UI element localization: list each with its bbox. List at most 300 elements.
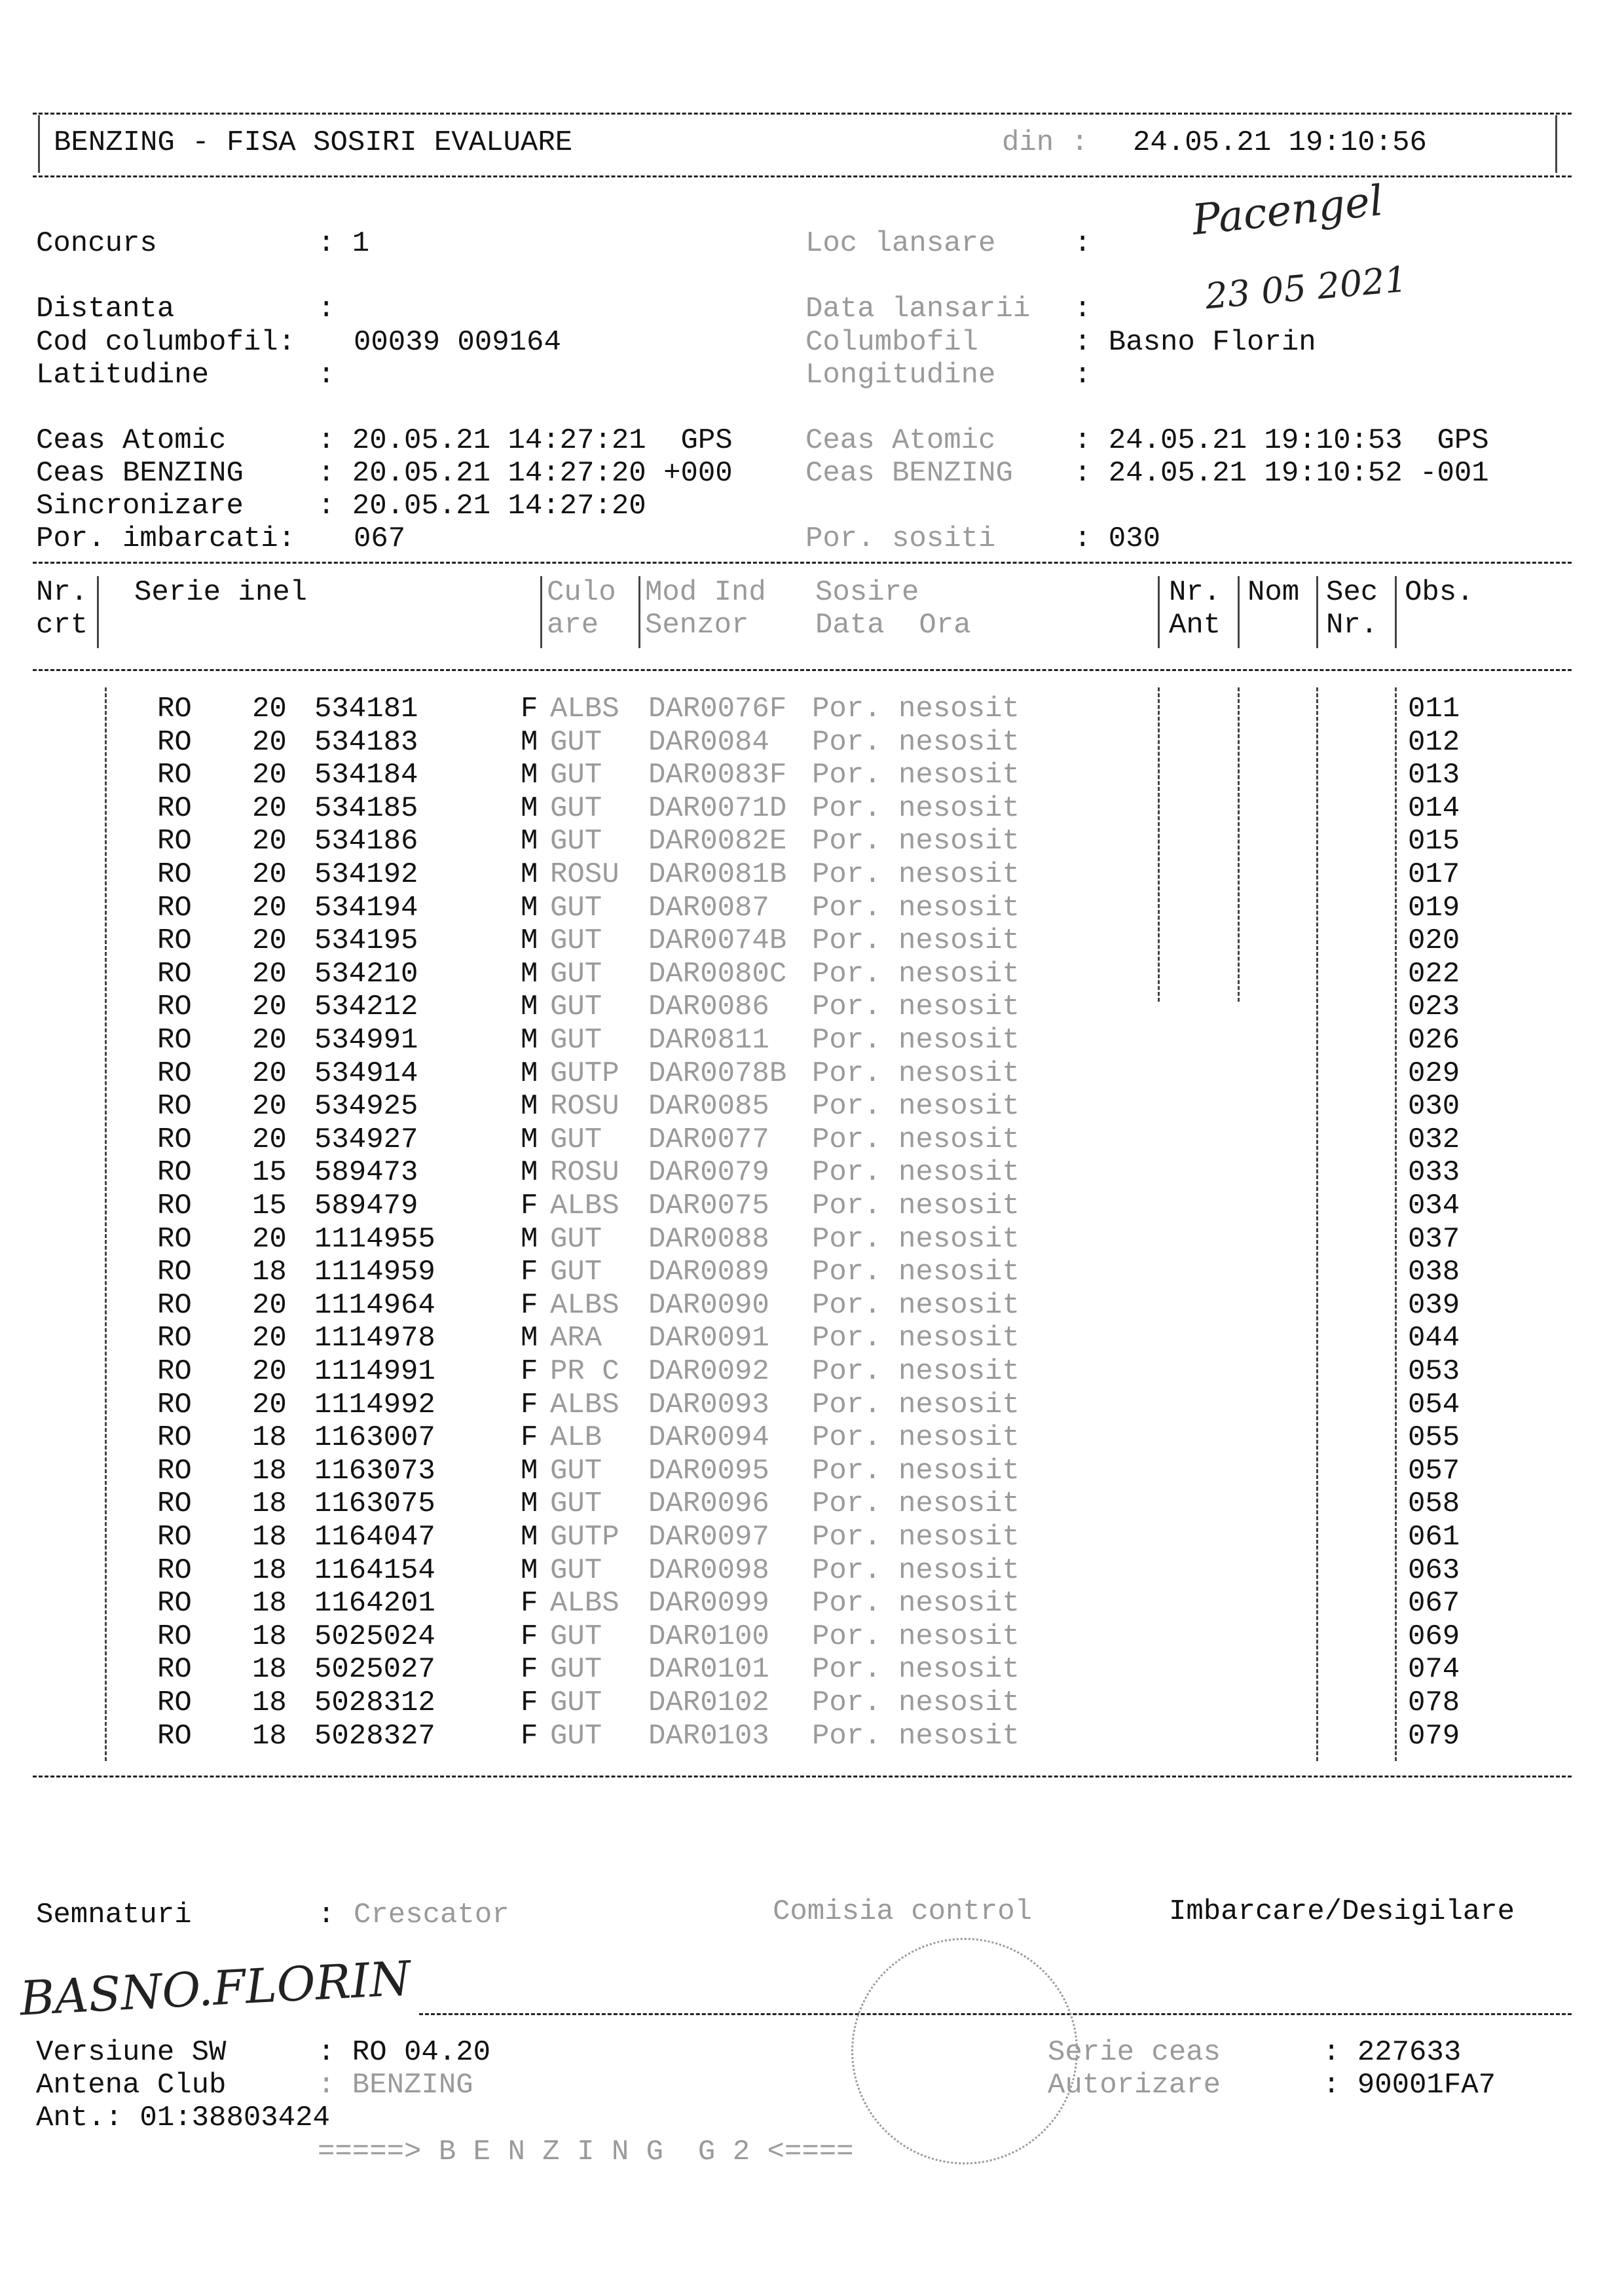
cell-obs: 023 <box>1408 991 1460 1024</box>
autorizare-label: Autorizare <box>1048 2069 1221 2102</box>
cell-status: Por. nesosit <box>812 1123 1020 1156</box>
cell-mod: DAR0088 <box>648 1222 769 1256</box>
por-sositi-value: : 030 <box>1074 522 1161 555</box>
cell-an: 20 <box>252 858 287 891</box>
cell-obs: 032 <box>1408 1123 1460 1156</box>
cell-obs: 029 <box>1408 1057 1460 1090</box>
comisia-control-label: Comisia control <box>773 1895 1033 1928</box>
cell-sex: M <box>521 1222 538 1256</box>
cell-tara: RO <box>157 1686 192 1719</box>
cell-obs: 022 <box>1408 957 1460 991</box>
cell-status: Por. nesosit <box>812 1090 1020 1123</box>
cell-mod: DAR0071D <box>648 792 787 825</box>
cell-tara: RO <box>157 1123 192 1156</box>
cell-tara: RO <box>157 1355 192 1388</box>
cell-tara: RO <box>157 693 192 725</box>
cell-nr: 534192 <box>314 858 418 891</box>
cell-obs: 069 <box>1408 1620 1460 1653</box>
cell-nr: 5028312 <box>314 1686 435 1719</box>
cell-nr: 1114959 <box>314 1256 435 1289</box>
cell-cul: GUT <box>550 991 602 1024</box>
cell-obs: 054 <box>1408 1388 1460 1421</box>
cell-obs: 019 <box>1408 891 1460 924</box>
cell-obs: 020 <box>1408 924 1460 958</box>
cell-an: 20 <box>252 1355 287 1388</box>
columbofil-label: Columbofil <box>805 326 979 359</box>
cell-cul: GUT <box>550 825 602 858</box>
cell-obs: 044 <box>1408 1322 1460 1355</box>
cell-tara: RO <box>157 1719 192 1753</box>
cell-nr: 1164201 <box>314 1587 435 1620</box>
cell-cul: ALBS <box>550 1288 619 1322</box>
cell-mod: DAR0074B <box>648 924 787 958</box>
cell-mod: DAR0090 <box>648 1288 769 1322</box>
cell-sex: M <box>521 924 538 958</box>
cell-mod: DAR0102 <box>648 1686 769 1719</box>
cell-obs: 034 <box>1408 1190 1460 1222</box>
cell-tara: RO <box>157 1521 192 1554</box>
col-sep-7 <box>1395 576 1397 648</box>
por-imbarcati-label: Por. imbarcati: <box>36 522 296 555</box>
cell-nr: 1114964 <box>314 1288 435 1322</box>
cell-tara: RO <box>157 1222 192 1256</box>
cell-sex: F <box>521 1587 538 1620</box>
cell-mod: DAR0083F <box>648 759 787 792</box>
cell-mod: DAR0092 <box>648 1355 769 1388</box>
cell-cul: ALBS <box>550 1587 619 1620</box>
header-top-border <box>33 113 1572 115</box>
cell-obs: 055 <box>1408 1421 1460 1455</box>
cell-nr: 534914 <box>314 1057 418 1090</box>
cell-status: Por. nesosit <box>812 1388 1020 1421</box>
cell-tara: RO <box>157 1487 192 1521</box>
cell-mod: DAR0076F <box>648 693 787 725</box>
cell-sex: M <box>521 1521 538 1554</box>
col-sep-5 <box>1238 576 1240 648</box>
table-header-bottom-border <box>33 669 1572 671</box>
sincronizare-value: : 20.05.21 14:27:20 <box>318 490 646 522</box>
cell-nr: 1114992 <box>314 1388 435 1421</box>
cell-tara: RO <box>157 1587 192 1620</box>
cell-tara: RO <box>157 1288 192 1322</box>
ceas-benzing-label: Ceas BENZING <box>36 457 244 490</box>
cell-tara: RO <box>157 1388 192 1421</box>
cell-an: 20 <box>252 1024 287 1057</box>
col-data-ora: Data Ora <box>815 609 971 642</box>
ceas-atomic-left: : 20.05.21 14:27:21 GPS <box>318 424 733 457</box>
cell-an: 20 <box>252 1090 287 1123</box>
cell-status: Por. nesosit <box>812 1686 1020 1719</box>
latitudine-label: Latitudine <box>36 359 210 392</box>
cell-sex: F <box>521 1719 538 1753</box>
cell-an: 20 <box>252 1288 287 1322</box>
cell-mod: DAR0093 <box>648 1388 769 1421</box>
cell-mod: DAR0080C <box>648 957 787 991</box>
cell-an: 18 <box>252 1620 287 1653</box>
col-sec: Sec <box>1326 576 1378 609</box>
cell-tara: RO <box>157 1256 192 1289</box>
header-title: BENZING - FISA SOSIRI EVALUARE <box>54 126 573 159</box>
cell-sex: M <box>521 1024 538 1057</box>
cell-status: Por. nesosit <box>812 1421 1020 1455</box>
cell-obs: 074 <box>1408 1653 1460 1686</box>
antena-number: Ant.: 01:38803424 <box>36 2102 330 2134</box>
cell-cul: PR C <box>550 1355 619 1388</box>
col-mod-ind: Mod Ind <box>645 576 766 609</box>
cell-an: 20 <box>252 1123 287 1156</box>
handwritten-date: 23 05 2021 <box>1203 258 1409 318</box>
por-sositi-label: Por. sositi <box>805 522 996 555</box>
cell-nr: 1114978 <box>314 1322 435 1355</box>
cell-sex: M <box>521 1554 538 1587</box>
col-sep-4 <box>1158 576 1160 648</box>
cell-an: 18 <box>252 1256 287 1289</box>
cell-sex: F <box>521 1620 538 1653</box>
cod-columbofil-value: 00039 009164 <box>354 326 561 359</box>
cell-nr: 589473 <box>314 1156 418 1190</box>
cell-sex: M <box>521 1090 538 1123</box>
cell-obs: 061 <box>1408 1521 1460 1554</box>
semnaturi-sep: : <box>318 1899 335 1931</box>
cell-tara: RO <box>157 792 192 825</box>
cell-obs: 017 <box>1408 858 1460 891</box>
ceas-benzing-right-label: Ceas BENZING <box>805 457 1013 490</box>
cell-cul: ROSU <box>550 1156 619 1190</box>
header-datetime: 24.05.21 19:10:56 <box>1133 126 1427 159</box>
cell-sex: F <box>521 693 538 725</box>
cell-status: Por. nesosit <box>812 1190 1020 1222</box>
cell-cul: ROSU <box>550 858 619 891</box>
cell-tara: RO <box>157 1421 192 1455</box>
cell-sex: M <box>521 991 538 1024</box>
cell-mod: DAR0078B <box>648 1057 787 1090</box>
cell-cul: GUT <box>550 1024 602 1057</box>
cell-nr: 534925 <box>314 1090 418 1123</box>
cell-mod: DAR0811 <box>648 1024 769 1057</box>
cell-status: Por. nesosit <box>812 1554 1020 1587</box>
cell-cul: GUT <box>550 891 602 924</box>
cell-obs: 039 <box>1408 1288 1460 1322</box>
cell-nr: 534195 <box>314 924 418 958</box>
cell-an: 20 <box>252 991 287 1024</box>
col-nr-ant: Nr. <box>1169 576 1221 609</box>
cell-an: 20 <box>252 1057 287 1090</box>
cell-nr: 534183 <box>314 725 418 759</box>
ceas-benzing-left: : 20.05.21 14:27:20 +000 <box>318 457 733 490</box>
cell-mod: DAR0075 <box>648 1190 769 1222</box>
handwritten-place: Pacengel <box>1189 176 1386 246</box>
cell-nr: 5028327 <box>314 1719 435 1753</box>
cell-status: Por. nesosit <box>812 1256 1020 1289</box>
cell-tara: RO <box>157 1322 192 1355</box>
cell-sex: F <box>521 1388 538 1421</box>
cell-an: 18 <box>252 1421 287 1455</box>
cell-status: Por. nesosit <box>812 1587 1020 1620</box>
cell-status: Por. nesosit <box>812 1288 1020 1322</box>
cell-tara: RO <box>157 1190 192 1222</box>
cell-an: 18 <box>252 1521 287 1554</box>
cell-mod: DAR0103 <box>648 1719 769 1753</box>
cell-obs: 013 <box>1408 759 1460 792</box>
cell-tara: RO <box>157 725 192 759</box>
antena-club-value: : BENZING <box>318 2069 473 2102</box>
cell-status: Por. nesosit <box>812 825 1020 858</box>
cell-mod: DAR0101 <box>648 1653 769 1686</box>
cell-cul: GUT <box>550 1222 602 1256</box>
cell-status: Por. nesosit <box>812 1653 1020 1686</box>
cell-obs: 015 <box>1408 825 1460 858</box>
cell-sex: F <box>521 1190 538 1222</box>
cell-mod: DAR0084 <box>648 725 769 759</box>
cell-tara: RO <box>157 957 192 991</box>
cell-mod: DAR0087 <box>648 891 769 924</box>
cell-cul: ARA <box>550 1322 602 1355</box>
cell-sex: M <box>521 1123 538 1156</box>
cell-sex: M <box>521 1057 538 1090</box>
cell-mod: DAR0098 <box>648 1554 769 1587</box>
cell-nr: 534212 <box>314 991 418 1024</box>
cell-status: Por. nesosit <box>812 1024 1020 1057</box>
distanta-label: Distanta <box>36 293 175 325</box>
cell-status: Por. nesosit <box>812 1322 1020 1355</box>
cell-an: 20 <box>252 1222 287 1256</box>
cell-obs: 011 <box>1408 693 1460 725</box>
cell-cul: GUT <box>550 1686 602 1719</box>
cell-nr: 1163075 <box>314 1487 435 1521</box>
cell-nr: 534194 <box>314 891 418 924</box>
col-sep-2 <box>540 576 542 648</box>
cell-mod: DAR0095 <box>648 1454 769 1487</box>
cell-an: 20 <box>252 759 287 792</box>
cell-cul: GUT <box>550 1123 602 1156</box>
col-sep-1 <box>97 576 99 648</box>
cell-obs: 038 <box>1408 1256 1460 1289</box>
longitudine-value: : <box>1074 359 1092 392</box>
versiune-sw-value: : RO 04.20 <box>318 2036 491 2069</box>
cell-cul: GUTP <box>550 1057 619 1090</box>
cell-tara: RO <box>157 1554 192 1587</box>
cell-status: Por. nesosit <box>812 1454 1020 1487</box>
cell-mod: DAR0085 <box>648 1090 769 1123</box>
cell-cul: ALBS <box>550 1190 619 1222</box>
ceas-atomic-right-label: Ceas Atomic <box>805 424 996 457</box>
cell-an: 15 <box>252 1190 287 1222</box>
cell-sex: F <box>521 1686 538 1719</box>
header-bottom-border <box>33 175 1572 177</box>
cell-tara: RO <box>157 1156 192 1190</box>
loc-lansare-label: Loc lansare <box>805 227 996 260</box>
cell-obs: 033 <box>1408 1156 1460 1190</box>
table-bottom-border <box>33 1776 1572 1777</box>
cell-nr: 589479 <box>314 1190 418 1222</box>
benzing-g2-banner: =====> B E N Z I N G G 2 <==== <box>318 2136 854 2168</box>
ceas-atomic-label: Ceas Atomic <box>36 424 227 457</box>
latitudine-value: : <box>318 359 335 392</box>
col-culoare: Culo <box>547 576 616 609</box>
cell-tara: RO <box>157 1620 192 1653</box>
cell-cul: GUT <box>550 1454 602 1487</box>
header-right-border <box>1555 115 1557 173</box>
col-sep-3 <box>638 576 640 648</box>
data-lansarii-label: Data lansarii <box>805 293 1031 325</box>
versiune-sw-label: Versiune SW <box>36 2036 227 2069</box>
cell-nr: 534210 <box>314 957 418 991</box>
cell-obs: 014 <box>1408 792 1460 825</box>
cell-status: Por. nesosit <box>812 1521 1020 1554</box>
serie-ceas-label: Serie ceas <box>1048 2036 1221 2069</box>
cell-cul: GUT <box>550 1554 602 1587</box>
body-sep-1 <box>105 687 107 1761</box>
cell-tara: RO <box>157 1454 192 1487</box>
cell-nr: 534927 <box>314 1123 418 1156</box>
concurs-value: : 1 <box>318 227 370 260</box>
table-header-top-border <box>33 562 1572 564</box>
body-sep-6 <box>1316 687 1318 1761</box>
cell-cul: GUT <box>550 1487 602 1521</box>
cell-mod: DAR0094 <box>648 1421 769 1455</box>
cell-sex: M <box>521 1156 538 1190</box>
ceas-benzing-right: : 24.05.21 19:10:52 -001 <box>1074 457 1489 490</box>
cell-obs: 079 <box>1408 1719 1460 1753</box>
cell-nr: 5025024 <box>314 1620 435 1653</box>
cell-an: 20 <box>252 957 287 991</box>
cell-tara: RO <box>157 858 192 891</box>
cell-an: 18 <box>252 1719 287 1753</box>
cell-mod: DAR0096 <box>648 1487 769 1521</box>
col-sosire: Sosire <box>815 576 919 609</box>
cell-cul: GUT <box>550 725 602 759</box>
cell-obs: 063 <box>1408 1554 1460 1587</box>
col-ant: Ant <box>1169 609 1221 642</box>
cell-an: 18 <box>252 1487 287 1521</box>
body-sep-5 <box>1238 687 1240 1002</box>
cell-nr: 534185 <box>314 792 418 825</box>
cell-status: Por. nesosit <box>812 991 1020 1024</box>
col-obs: Obs. <box>1405 576 1474 609</box>
cell-sex: F <box>521 1421 538 1455</box>
col-sec-nr: Nr. <box>1326 609 1378 642</box>
cell-an: 18 <box>252 1653 287 1686</box>
cell-nr: 534181 <box>314 693 418 725</box>
col-nom: Nom <box>1247 576 1300 609</box>
body-sep-4 <box>1158 687 1160 1002</box>
cell-obs: 012 <box>1408 725 1460 759</box>
cell-tara: RO <box>157 1653 192 1686</box>
cell-nr: 1114991 <box>314 1355 435 1388</box>
columbofil-value: : Basno Florin <box>1074 326 1316 359</box>
cell-status: Por. nesosit <box>812 957 1020 991</box>
sincronizare-label: Sincronizare <box>36 490 244 522</box>
cell-mod: DAR0082E <box>648 825 787 858</box>
cell-tara: RO <box>157 1057 192 1090</box>
cell-nr: 534186 <box>314 825 418 858</box>
cell-tara: RO <box>157 891 192 924</box>
cell-sex: M <box>521 759 538 792</box>
cell-obs: 078 <box>1408 1686 1460 1719</box>
cod-columbofil-label: Cod columbofil: <box>36 326 296 359</box>
body-sep-7 <box>1395 687 1397 1761</box>
cell-an: 18 <box>252 1554 287 1587</box>
cell-mod: DAR0100 <box>648 1620 769 1653</box>
cell-status: Por. nesosit <box>812 1620 1020 1653</box>
cell-nr: 1164154 <box>314 1554 435 1587</box>
ceas-atomic-right: : 24.05.21 19:10:53 GPS <box>1074 424 1489 457</box>
cell-sex: F <box>521 1355 538 1388</box>
longitudine-label: Longitudine <box>805 359 996 392</box>
cell-tara: RO <box>157 1090 192 1123</box>
antena-club-label: Antena Club <box>36 2069 227 2102</box>
cell-status: Por. nesosit <box>812 858 1020 891</box>
cell-obs: 067 <box>1408 1587 1460 1620</box>
cell-an: 20 <box>252 792 287 825</box>
cell-sex: F <box>521 1288 538 1322</box>
cell-nr: 5025027 <box>314 1653 435 1686</box>
cell-sex: M <box>521 825 538 858</box>
cell-an: 20 <box>252 725 287 759</box>
autorizare-value: : 90001FA7 <box>1323 2069 1496 2102</box>
cell-cul: ALBS <box>550 1388 619 1421</box>
cell-nr: 1164047 <box>314 1521 435 1554</box>
cell-tara: RO <box>157 991 192 1024</box>
cell-sex: F <box>521 1256 538 1289</box>
loc-lansare-value: : <box>1074 227 1092 260</box>
cell-status: Por. nesosit <box>812 1487 1020 1521</box>
cell-obs: 030 <box>1408 1090 1460 1123</box>
cell-status: Por. nesosit <box>812 924 1020 958</box>
cell-tara: RO <box>157 1024 192 1057</box>
cell-sex: F <box>521 1653 538 1686</box>
cell-mod: DAR0091 <box>648 1322 769 1355</box>
col-crt: crt <box>36 609 88 642</box>
cell-sex: M <box>521 725 538 759</box>
round-stamp <box>851 1938 1078 2164</box>
distanta-value: : <box>318 293 335 325</box>
cell-an: 20 <box>252 1388 287 1421</box>
cell-mod: DAR0097 <box>648 1521 769 1554</box>
data-lansarii-value: : <box>1074 293 1092 325</box>
cell-sex: M <box>521 1322 538 1355</box>
col-nr: Nr. <box>36 576 88 609</box>
cell-nr: 1163007 <box>314 1421 435 1455</box>
cell-obs: 026 <box>1408 1024 1460 1057</box>
cell-an: 20 <box>252 924 287 958</box>
cell-an: 18 <box>252 1454 287 1487</box>
por-imbarcati-value: 067 <box>354 522 406 555</box>
cell-an: 15 <box>252 1156 287 1190</box>
cell-cul: GUTP <box>550 1521 619 1554</box>
cell-cul: GUT <box>550 924 602 958</box>
cell-cul: GUT <box>550 1620 602 1653</box>
cell-an: 20 <box>252 693 287 725</box>
cell-cul: ROSU <box>550 1090 619 1123</box>
cell-status: Por. nesosit <box>812 1719 1020 1753</box>
cell-nr: 534991 <box>314 1024 418 1057</box>
cell-sex: M <box>521 957 538 991</box>
cell-status: Por. nesosit <box>812 693 1020 725</box>
col-senzor: Senzor <box>645 609 749 642</box>
cell-obs: 037 <box>1408 1222 1460 1256</box>
cell-obs: 053 <box>1408 1355 1460 1388</box>
col-serie-inel: Serie inel <box>134 576 308 609</box>
cell-cul: GUT <box>550 1719 602 1753</box>
cell-mod: DAR0079 <box>648 1156 769 1190</box>
col-culoare-2: are <box>547 609 599 642</box>
cell-status: Por. nesosit <box>812 1355 1020 1388</box>
cell-cul: GUT <box>550 1256 602 1289</box>
handwritten-signature: BASNO.FLORIN <box>18 1950 413 2026</box>
cell-cul: GUT <box>550 1653 602 1686</box>
cell-tara: RO <box>157 924 192 958</box>
